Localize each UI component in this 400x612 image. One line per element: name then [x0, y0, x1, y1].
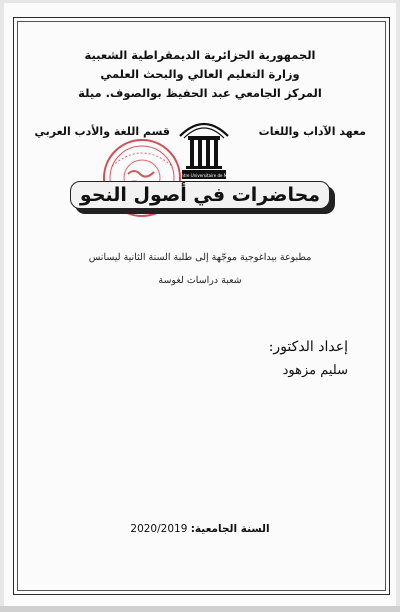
page-border-inner: [17, 21, 386, 591]
subtitle-branch: شعبة دراسات لغوسة: [158, 275, 242, 286]
title-banner: [70, 181, 330, 209]
scan-edge: [0, 606, 400, 612]
header-republic: الجمهورية الجزائرية الديمقراطية الشعبية: [84, 48, 316, 62]
academic-year-label: السنة الجامعية:: [190, 523, 270, 535]
institute-label: معهد الآداب واللغات: [258, 125, 366, 138]
author-name: سليم مزهود: [282, 363, 348, 378]
academic-year: [4, 523, 396, 535]
academic-year-value: 2020/2019: [130, 523, 188, 535]
department-label: قسم اللغة والأدب العربي: [34, 125, 170, 138]
header-university: المركز الجامعي عبد الحفيظ بوالصوف. ميلة: [78, 86, 322, 100]
document-title: محاضرات في أصول النحو: [79, 184, 321, 206]
document-page: [4, 3, 396, 609]
page-border: [13, 17, 390, 595]
svg-text:Centre Universitaire de Mila: Centre Universitaire de Mila: [176, 173, 232, 178]
author-label: إعداد الدكتور:: [268, 339, 348, 355]
header-ministry: وزارة التعليم العالي والبحث العلمي: [100, 67, 300, 81]
subtitle-audience: مطبوعة بيداغوجية موجّهة إلى طلبة السنة الثانية ليسانس: [88, 252, 312, 263]
